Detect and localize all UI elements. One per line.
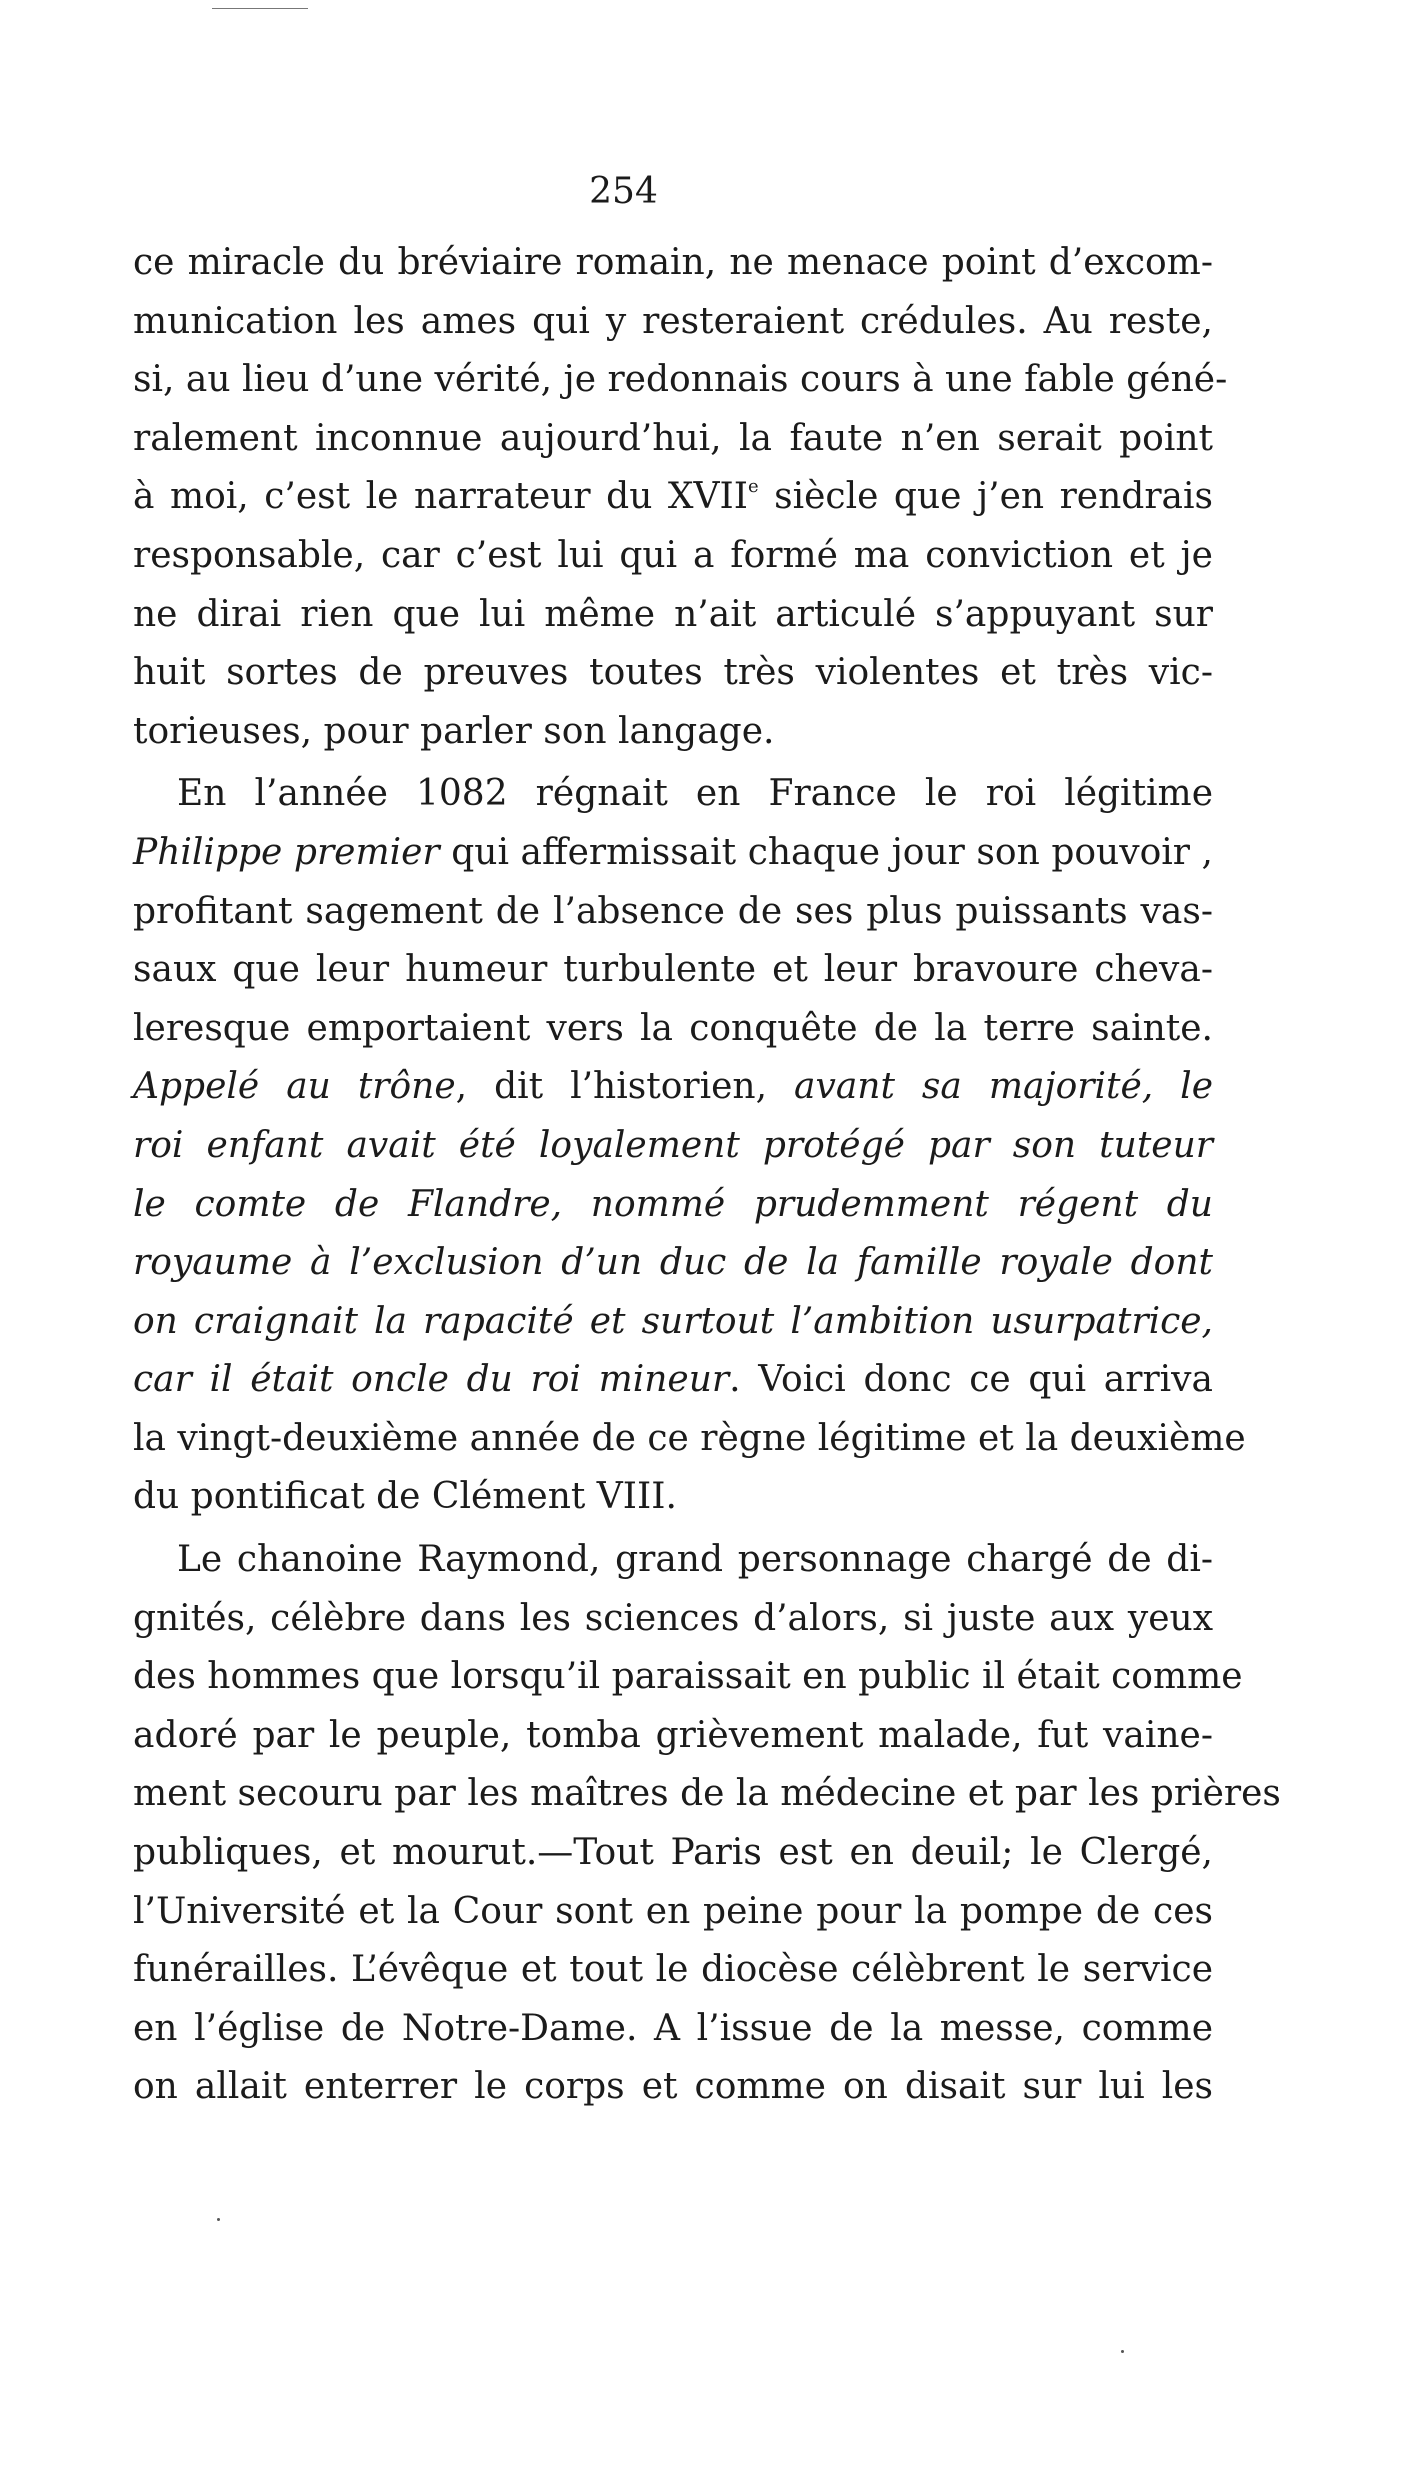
- text-line: saux que leur humeur turbulente et leur bravoure cheva-: [133, 949, 1213, 991]
- page-number: 254: [589, 171, 658, 212]
- text-line: car il était oncle du roi mineur. Voici donc ce qui arriva: [133, 1359, 1213, 1401]
- paper-speck: [1121, 2350, 1124, 2353]
- text-line: torieuses, pour parler son langage.: [133, 710, 775, 752]
- text-line: responsable, car c’est lui qui a formé ma conviction et je: [133, 534, 1213, 576]
- text-line: Le chanoine Raymond, grand personnage chargé de di-: [177, 1539, 1213, 1581]
- text-line: le comte de Flandre, nommé prudemment régent du: [133, 1183, 1213, 1225]
- text-line: adoré par le peuple, tomba grièvement malade, fut vaine-: [133, 1714, 1213, 1756]
- text-line: ralement inconnue aujourd’hui, la faute n’en serait point: [133, 417, 1213, 459]
- paper-speck: [217, 2218, 220, 2221]
- text-line: royaume à l’exclusion d’un duc de la famille royale dont: [133, 1242, 1213, 1284]
- text-line: à moi, c’est le narrateur du XVIIe siècle que j’en rendrais: [133, 476, 1213, 518]
- text-line: en l’église de Notre-Dame. A l’issue de la messe, comme: [133, 2007, 1213, 2049]
- text-line: ne dirai rien que lui même n’ait articulé s’appuyant sur: [133, 593, 1213, 635]
- text-line: Appelé au trône, dit l’historien, avant sa majorité, le: [133, 1066, 1214, 1108]
- text-line: leresque emportaient vers la conquête de la terre sainte.: [133, 1007, 1213, 1049]
- text-line: En l’année 1082 régnait en France le roi légitime: [177, 773, 1213, 815]
- paragraph-3: [133, 1531, 1281, 2117]
- text-line: des hommes que lorsqu’il paraissait en public il était comme: [133, 1656, 1243, 1698]
- text-line: roi enfant avait été loyalement protégé par son tuteur: [133, 1124, 1213, 1166]
- text-line: munication les ames qui y resteraient crédules. Au reste,: [133, 300, 1213, 342]
- paragraph-2: [133, 765, 1246, 1527]
- text-line: gnités, célèbre dans les sciences d’alors, si juste aux yeux: [133, 1597, 1213, 1639]
- body-text: [133, 234, 1281, 2117]
- text-line: Philippe premier qui affermissait chaque jour son pouvoir ,: [133, 831, 1213, 873]
- text-line: publiques, et mourut.—Tout Paris est en deuil; le Clergé,: [133, 1832, 1213, 1874]
- text-line: ce miracle du bréviaire romain, ne menace point d’excom-: [133, 242, 1213, 283]
- text-line: l’Université et la Cour sont en peine pour la pompe de ces: [133, 1890, 1213, 1932]
- text-line: la vingt-deuxième année de ce règne légitime et la deuxième: [133, 1417, 1246, 1459]
- paragraph-1: [133, 234, 1228, 761]
- text-line: huit sortes de preuves toutes très violentes et très vic-: [133, 652, 1213, 694]
- text-line: funérailles. L’évêque et tout le diocèse célèbrent le service: [133, 1949, 1213, 1991]
- text-line: du pontificat de Clément VIII.: [133, 1476, 677, 1518]
- text-line: on allait enterrer le corps et comme on disait sur lui les: [133, 2066, 1213, 2108]
- top-rule: [212, 8, 308, 9]
- text-line: ment secouru par les maîtres de la médecine et par les prières: [133, 1773, 1281, 1815]
- text-line: profitant sagement de l’absence de ses plus puissants vas-: [133, 890, 1213, 932]
- text-line: si, au lieu d’une vérité, je redonnais cours à une fable géné-: [133, 359, 1228, 401]
- text-line: on craignait la rapacité et surtout l’ambition usurpatrice,: [133, 1300, 1213, 1342]
